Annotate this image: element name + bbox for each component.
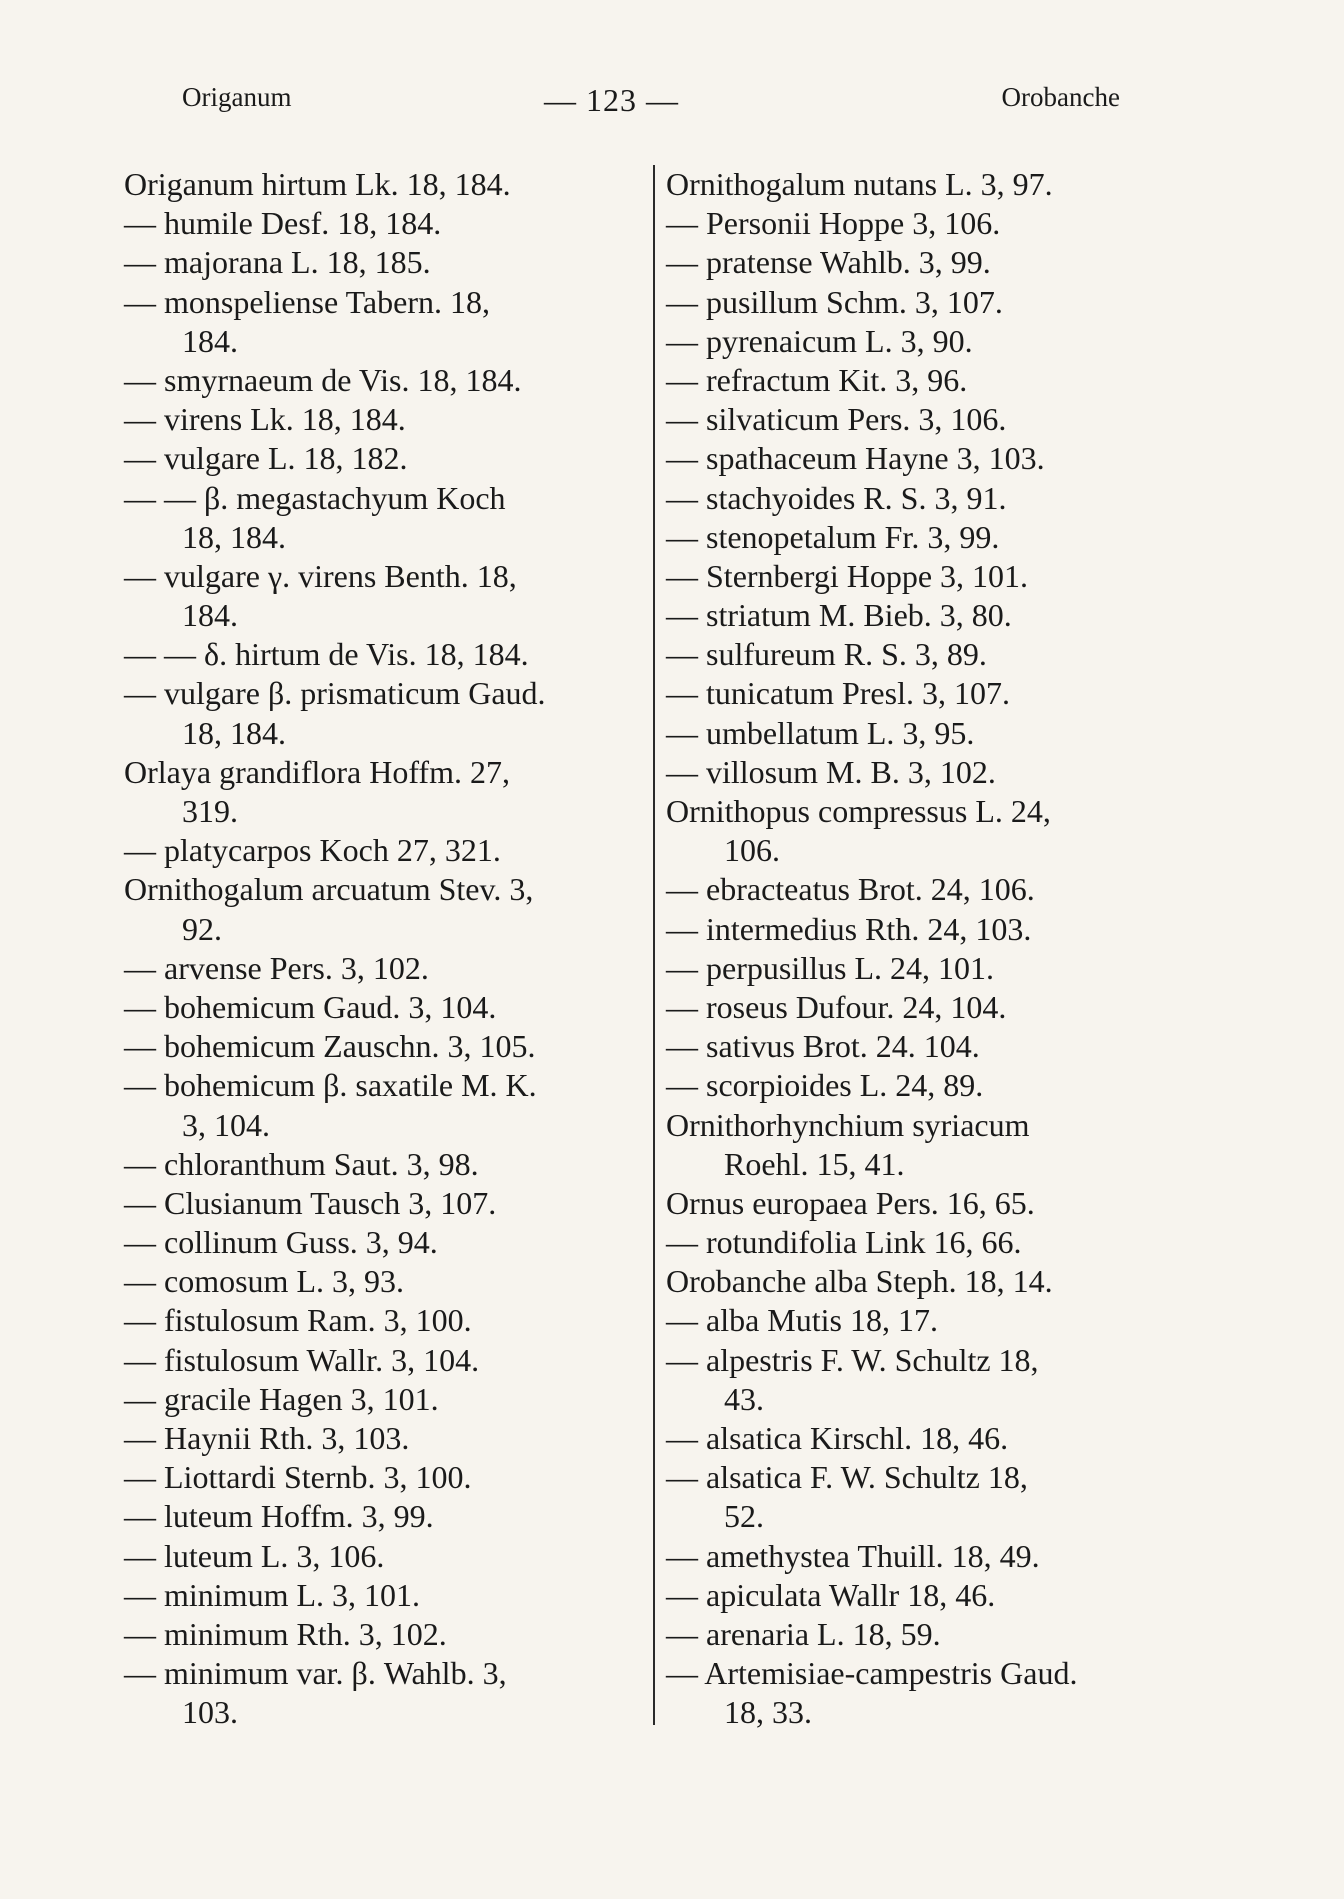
index-entry: — Haynii Rth. 3, 103. bbox=[124, 1420, 410, 1456]
index-entry: — sativus Brot. 24. 104. bbox=[666, 1028, 980, 1065]
index-entry: — vulgare L. 18, 182. bbox=[124, 440, 408, 477]
index-entry: — alpestris F. W. Schultz 18, bbox=[666, 1341, 1039, 1378]
index-entry: — Liottardi Sternb. 3, 100. bbox=[124, 1459, 472, 1496]
index-entry: — vulgare γ. virens Benth. 18, bbox=[124, 557, 517, 594]
index-entry: — villosum M. B. 3, 102. bbox=[666, 753, 996, 790]
index-entry: — roseus Dufour. 24, 104. bbox=[666, 988, 1007, 1025]
index-entry: — luteum L. 3, 106. bbox=[124, 1537, 385, 1574]
index-entry: — sulfureum R. S. 3, 89. bbox=[666, 636, 987, 673]
index-entry: — fistulosum Ram. 3, 100. bbox=[124, 1302, 472, 1339]
index-entry: — umbellatum L. 3, 95. bbox=[666, 714, 975, 751]
index-entry: — stenopetalum Fr. 3, 99. bbox=[666, 518, 1000, 555]
page-number: — 123 — bbox=[544, 82, 679, 118]
index-entry: — bohemicum β. saxatile M. K. bbox=[124, 1067, 537, 1104]
running-head-right: Orobanche bbox=[1001, 82, 1120, 112]
index-entry: — alsatica F. W. Schultz 18, bbox=[666, 1459, 1028, 1496]
index-entry: — Personii Hoppe 3, 106. bbox=[666, 205, 1001, 242]
index-entry: — vulgare β. prismaticum Gaud. bbox=[124, 675, 546, 712]
index-entry: Ornithogalum nutans L. 3, 97. bbox=[666, 166, 1053, 202]
index-entry: Ornithorhynchium syriacum bbox=[666, 1106, 1030, 1143]
index-entry: — intermedius Rth. 24, 103. bbox=[666, 910, 1032, 947]
index-entry: — smyrnaeum de Vis. 18, 184. bbox=[124, 361, 522, 398]
index-entry: 103. bbox=[182, 1694, 238, 1731]
running-head-left: Origanum bbox=[182, 82, 292, 112]
column-divider bbox=[653, 165, 655, 1725]
index-entry: — fistulosum Wallr. 3, 104. bbox=[124, 1341, 480, 1378]
index-entry: 92. bbox=[182, 910, 222, 947]
index-entry: — Sternbergi Hoppe 3, 101. bbox=[666, 557, 1029, 594]
index-entry: Ornithogalum arcuatum Stev. 3, bbox=[124, 871, 534, 908]
index-entry: — scorpioides L. 24, 89. bbox=[666, 1067, 984, 1104]
index-entry: 184. bbox=[182, 597, 238, 634]
index-entry: 18, 184. bbox=[182, 518, 286, 555]
index-entry: — amethystea Thuill. 18, 49. bbox=[666, 1537, 1040, 1574]
index-entry: — virens Lk. 18, 184. bbox=[124, 401, 406, 438]
index-entry: — minimum L. 3, 101. bbox=[124, 1576, 420, 1613]
index-entry: Ornus europaea Pers. 16, 65. bbox=[666, 1184, 1035, 1221]
index-entry: — Clusianum Tausch 3, 107. bbox=[124, 1184, 497, 1221]
index-entry: — bohemicum Gaud. 3, 104. bbox=[124, 988, 497, 1025]
index-entry: — perpusillus L. 24, 101. bbox=[666, 949, 994, 986]
index-entry: — alsatica Kirschl. 18, 46. bbox=[666, 1420, 1009, 1456]
index-entry: — — δ. hirtum de Vis. 18, 184. bbox=[124, 636, 529, 673]
index-entry: — pratense Wahlb. 3, 99. bbox=[666, 244, 991, 281]
index-entry: — spathaceum Hayne 3, 103. bbox=[666, 440, 1045, 477]
index-entry: — comosum L. 3, 93. bbox=[124, 1263, 404, 1300]
index-entry: — ebracteatus Brot. 24, 106. bbox=[666, 871, 1035, 908]
index-entry: — apiculata Wallr 18, 46. bbox=[666, 1576, 996, 1613]
index-entry: — striatum M. Bieb. 3, 80. bbox=[666, 597, 1012, 634]
page-header bbox=[182, 82, 1120, 122]
index-entry: — stachyoides R. S. 3, 91. bbox=[666, 479, 1007, 516]
index-entry: — minimum Rth. 3, 102. bbox=[124, 1615, 447, 1652]
index-entry: — arvense Pers. 3, 102. bbox=[124, 949, 429, 986]
index-entry: — bohemicum Zauschn. 3, 105. bbox=[124, 1028, 536, 1065]
index-entry: — chloranthum Saut. 3, 98. bbox=[124, 1145, 479, 1182]
index-entry: — platycarpos Koch 27, 321. bbox=[124, 832, 501, 869]
index-entry: 18, 33. bbox=[724, 1694, 812, 1731]
index-entry: — rotundifolia Link 16, 66. bbox=[666, 1224, 1022, 1261]
left-column bbox=[124, 165, 644, 1733]
index-entry: — gracile Hagen 3, 101. bbox=[124, 1380, 439, 1417]
index-entry: 18, 184. bbox=[182, 714, 286, 751]
index-entry: — Artemisiae-campestris Gaud. bbox=[666, 1655, 1078, 1692]
index-entry: — arenaria L. 18, 59. bbox=[666, 1615, 941, 1652]
index-entry: Roehl. 15, 41. bbox=[724, 1145, 905, 1182]
index-entry: Orobanche alba Steph. 18, 14. bbox=[666, 1263, 1053, 1300]
index-entry: — silvaticum Pers. 3, 106. bbox=[666, 401, 1007, 438]
index-entry: — — β. megastachyum Koch bbox=[124, 479, 506, 516]
index-entry: — tunicatum Presl. 3, 107. bbox=[666, 675, 1010, 712]
index-entry: — refractum Kit. 3, 96. bbox=[666, 361, 968, 398]
index-entry: — pusillum Schm. 3, 107. bbox=[666, 283, 1003, 320]
index-entry: Origanum hirtum Lk. 18, 184. bbox=[124, 166, 511, 202]
index-entry: — humile Desf. 18, 184. bbox=[124, 205, 442, 242]
index-entry: 106. bbox=[724, 832, 780, 869]
index-entry: 43. bbox=[724, 1380, 764, 1417]
index-entry: 3, 104. bbox=[182, 1106, 270, 1143]
index-entry: — alba Mutis 18, 17. bbox=[666, 1302, 938, 1339]
index-entry: 52. bbox=[724, 1498, 764, 1535]
right-column bbox=[666, 165, 1184, 1733]
index-entry: 319. bbox=[182, 793, 238, 829]
index-entry: — pyrenaicum L. 3, 90. bbox=[666, 322, 973, 359]
index-entry: — collinum Guss. 3, 94. bbox=[124, 1224, 438, 1261]
index-entry: — majorana L. 18, 185. bbox=[124, 244, 431, 281]
index-entry: 184. bbox=[182, 322, 238, 359]
index-entry: — minimum var. β. Wahlb. 3, bbox=[124, 1655, 507, 1692]
index-entry: Ornithopus compressus L. 24, bbox=[666, 793, 1051, 829]
index-entry: Orlaya grandiflora Hoffm. 27, bbox=[124, 753, 510, 790]
index-entry: — luteum Hoffm. 3, 99. bbox=[124, 1498, 434, 1535]
index-entry: — monspeliense Tabern. 18, bbox=[124, 283, 490, 320]
